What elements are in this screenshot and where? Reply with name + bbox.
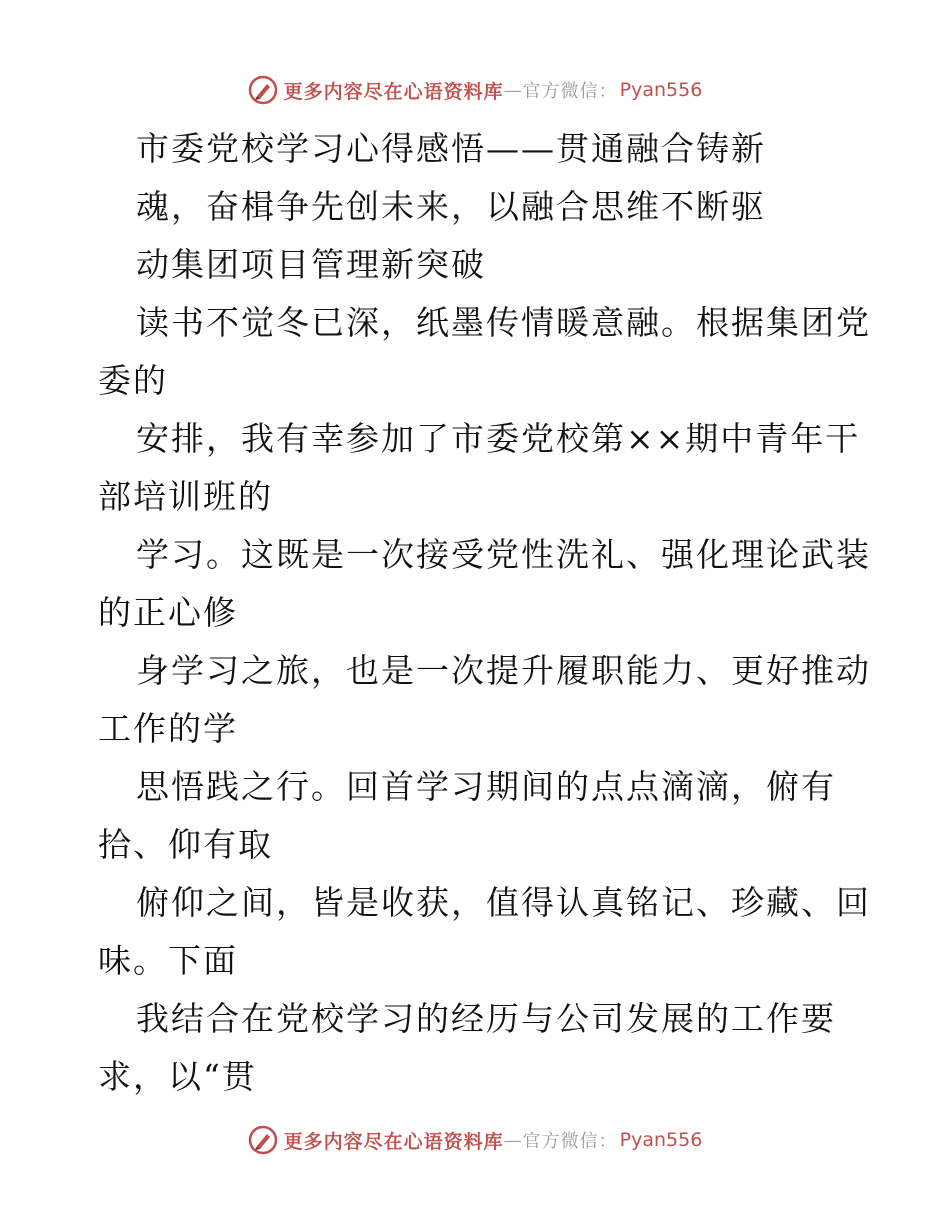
document-body <box>98 120 871 1106</box>
pen-logo-icon <box>248 75 278 105</box>
paragraph-line: 味。下面 <box>98 941 238 980</box>
banner-wechat-id: Pyan556 <box>619 1129 703 1151</box>
title-line-1: 市委党校学习心得感悟——贯通融合铸新 <box>136 129 766 168</box>
banner-wechat-label: 官方微信： <box>522 1131 618 1152</box>
paragraph-line: 部培训班的 <box>98 477 273 516</box>
paragraph-line: 工作的学 <box>98 709 238 748</box>
paragraph-line: 求，以“贯 <box>98 1057 257 1096</box>
banner-dash: — <box>503 1129 523 1151</box>
footer-banner <box>0 1120 950 1160</box>
paragraph-line: 思悟践之行。回首学习期间的点点滴滴，俯有 <box>136 767 836 806</box>
paragraph-line: 委的 <box>98 361 168 400</box>
header-banner <box>0 70 950 110</box>
banner-dash: — <box>503 79 523 101</box>
paragraph-line: 我结合在党校学习的经历与公司发展的工作要 <box>136 999 836 1038</box>
title-line-3: 动集团项目管理新突破 <box>136 245 486 284</box>
paragraph-line: 安排，我有幸参加了市委党校第××期中青年干 <box>136 419 861 458</box>
banner-main-text: 更多内容尽在心语资料库 <box>283 80 504 103</box>
paragraph-line: 读书不觉冬已深，纸墨传情暖意融。根据集团党 <box>136 303 871 342</box>
banner-wechat-id: Pyan556 <box>619 79 703 101</box>
paragraph-line: 拾、仰有取 <box>98 825 273 864</box>
paragraph-line: 的正心修 <box>98 593 238 632</box>
pen-logo-icon <box>248 1125 278 1155</box>
banner-wechat-label: 官方微信： <box>522 81 618 102</box>
paragraph-line: 俯仰之间，皆是收获，值得认真铭记、珍藏、回 <box>136 883 871 922</box>
banner-main-text: 更多内容尽在心语资料库 <box>283 1130 504 1153</box>
paragraph-line: 学习。这既是一次接受党性洗礼、强化理论武装 <box>136 535 871 574</box>
paragraph-line: 身学习之旅，也是一次提升履职能力、更好推动 <box>136 651 871 690</box>
title-line-2: 魂，奋楫争先创未来，以融合思维不断驱 <box>136 187 766 226</box>
